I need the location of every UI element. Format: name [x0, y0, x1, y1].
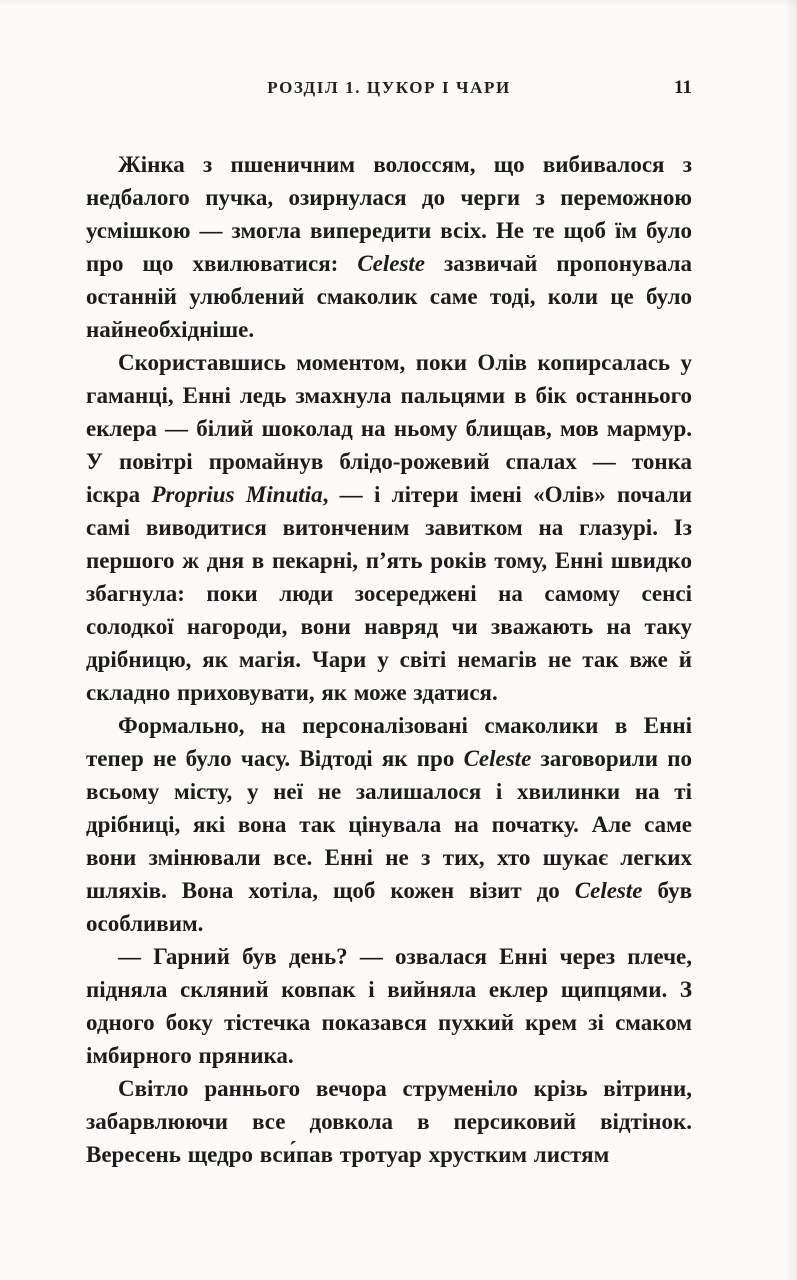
paragraph	[86, 346, 692, 709]
page-header	[86, 78, 692, 104]
italic-text-run: Celeste	[574, 878, 643, 903]
paragraph	[86, 940, 692, 1072]
body-text	[86, 148, 692, 1171]
text-run: Скориставшись моментом, поки Олів копирсалась у гаманці, Енні ледь змахнула пальцями в бік останнього еклера — білий шоколад на ньому блищав, мов мармур. У повітрі промайнув блідо-рожевий спалах — тонка іскра	[86, 350, 692, 507]
page-number: 11	[674, 77, 692, 98]
italic-text-run: Proprius Minutia	[151, 482, 323, 507]
paragraph	[86, 709, 692, 940]
text-run: Світло раннього вечора струменіло крізь вітрини, забарвлюючи все довкола в персиковий відтінок. Вересень щедро вси́пав тротуар хрустким листям	[86, 1076, 692, 1167]
text-run: — Гарний був день? — озвалася Енні через плече, підняла скляний ковпак і вийняла еклер щипцями. З одного боку тістечка показався пухкий крем зі смаком імбирного пряника.	[86, 944, 692, 1068]
text-run: Жінка з пшеничним волоссям, що вибивалося з недбалого пучка, озирнулася до черги з переможною усмішкою — змогла випередити всіх. Не те щоб їм було про що хвилюватися:	[86, 152, 692, 276]
text-run: зазвичай пропонувала останній улюблений смаколик саме тоді, коли це було найнеобхідніше.	[86, 251, 692, 342]
paragraph	[86, 148, 692, 346]
italic-text-run: Celeste	[357, 251, 426, 276]
text-run: був особливим.	[86, 878, 693, 936]
chapter-title: РОЗДІЛ 1. ЦУКОР І ЧАРИ	[267, 78, 511, 97]
text-run: , — і літери імені «Олів» почали самі виводитися витонченим завитком на глазурі. Із першого ж дня в пекарні, п’ять років тому, Енні швидко збагнула: поки люди зосереджені на самому сенсі солодкої нагороди, вони навряд чи зважають на таку дрібницю, як магія. Чари у світі немагів не так вже й складно приховувати, як може здатися.	[86, 482, 692, 705]
italic-text-run: Celeste	[463, 746, 532, 771]
text-run: Формально, на персоналізовані смаколики в Енні тепер не було часу. Відтоді як про	[86, 713, 692, 771]
paragraph	[86, 1072, 692, 1171]
text-run: заговорили по всьому місту, у неї не залишалося і хвилинки на ті дрібниці, які вона так цінувала на початку. Але саме вони змінювали все. Енні не з тих, хто шукає легких шляхів. Вона хотіла, щоб кожен візит до	[86, 746, 692, 903]
